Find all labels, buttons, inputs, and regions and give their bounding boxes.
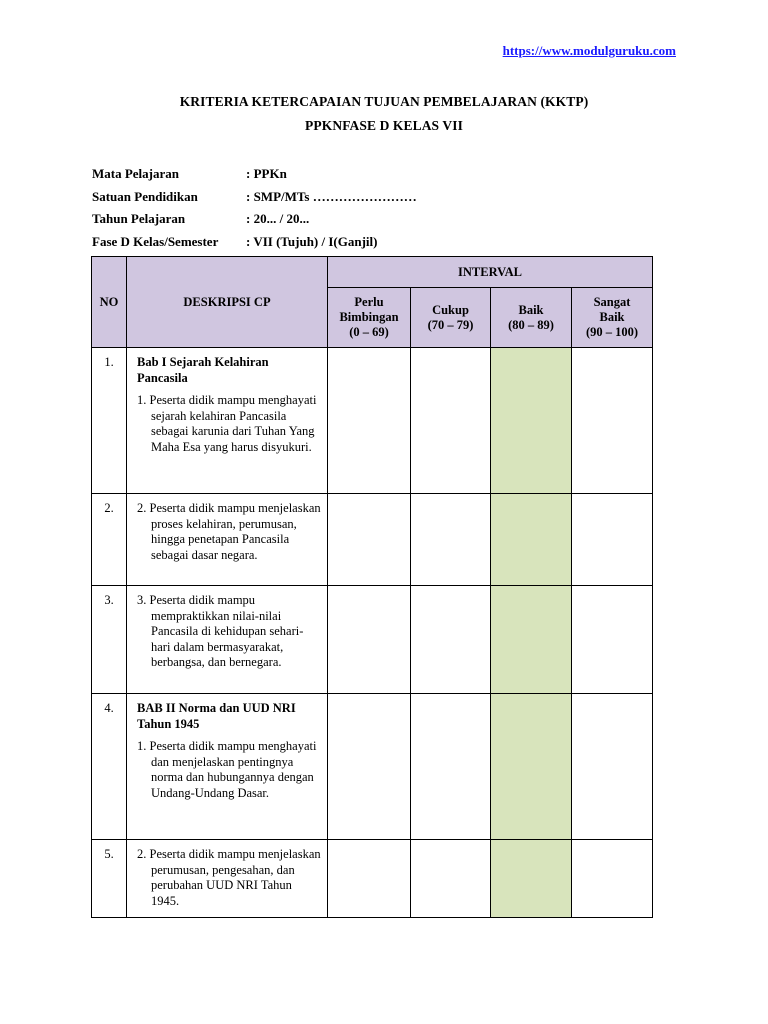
header-deskripsi: DESKRIPSI CP [127,257,328,348]
meta-label: Fase D Kelas/Semester [92,233,219,249]
kktp-table [91,256,653,918]
meta-row-tahun [92,211,417,234]
header-baik [491,288,572,348]
meta-row-satuan [92,189,417,212]
header-text: Sangat [593,295,631,309]
row-number: 5. [92,840,127,918]
table-row [92,840,653,918]
cell-baik[interactable] [491,494,572,586]
cell-cukup[interactable] [411,694,491,840]
row-description [127,694,328,840]
cp-item: 2. Peserta didik mampu menjelaskan perumusan, pengesahan, dan perubahan UUD NRI Tahun 1945. [137,847,321,908]
row-description [127,494,328,586]
cell-baik[interactable] [491,694,572,840]
cell-baik[interactable] [491,586,572,694]
cell-perlu-bimbingan[interactable] [328,840,411,918]
header-range: (80 – 89) [508,317,554,332]
document-title: KRITERIA KETERCAPAIAN TUJUAN PEMBELAJARAN (KKTP) [179,94,589,109]
row-description [127,348,328,494]
table-row [92,348,653,494]
meta-value: : VII (Tujuh) / I(Ganjil) [246,233,378,249]
cell-sangat-baik[interactable] [572,586,653,694]
header-sangat-baik [572,288,653,348]
row-number: 1. [92,348,127,494]
cell-sangat-baik[interactable] [572,694,653,840]
cell-baik[interactable] [491,840,572,918]
header-cukup [411,288,491,348]
cp-item: 1. Peserta didik mampu menghayati dan menjelaskan pentingnya norma dan hubungannya dengan Undang-Undang Dasar. [137,739,317,800]
cell-perlu-bimbingan[interactable] [328,586,411,694]
meta-value: : 20... / 20... [246,211,310,226]
header-interval: INTERVAL [328,257,653,288]
cell-perlu-bimbingan[interactable] [328,494,411,586]
header-range: (90 – 100) [585,325,639,339]
row-description [127,586,328,694]
website-link[interactable]: https://www.modulguruku.com [502,43,676,58]
document-subtitle: PPKNFASE D KELAS VII [305,118,463,133]
meta-row-mapel [92,166,417,189]
meta-value: : PPKn [246,166,287,181]
cp-item: 2. Peserta didik mampu menjelaskan proses kelahiran, perumusan, hingga penetapan Pancasila sebagai dasar negara. [137,501,321,562]
header-perlu-bimbingan [328,288,411,348]
header-range: (70 – 79) [427,317,474,332]
table-row [92,694,653,840]
chapter-title: BAB II Norma dan UUD NRI Tahun 1945 [137,701,296,731]
table-row [92,494,653,586]
cell-cukup[interactable] [411,586,491,694]
meta-label: Satuan Pendidikan [92,188,198,204]
table-row [92,586,653,694]
cell-perlu-bimbingan[interactable] [328,694,411,840]
cell-cukup[interactable] [411,494,491,586]
cell-sangat-baik[interactable] [572,840,653,918]
row-description [127,840,328,918]
header-no: NO [92,257,127,348]
cell-cukup[interactable] [411,348,491,494]
row-number: 2. [92,494,127,586]
meta-label: Mata Pelajaran [92,166,180,181]
cp-item: 1. Peserta didik mampu menghayati sejarah kelahiran Pancasila sebagai karunia dari Tuhan Yang Maha Esa yang harus disyukuri. [137,393,317,454]
header-text: Baik [599,310,625,324]
row-number: 4. [92,694,127,840]
meta-value: : SMP/MTs …………………… [246,188,417,204]
cell-perlu-bimbingan[interactable] [328,348,411,494]
cp-item: 3. Peserta didik mampu mempraktikkan nilai-nilai Pancasila di kehidupan sehari-hari dalam bermasyarakat, berbangsa, dan bernegara. [137,593,304,669]
cell-baik[interactable] [491,348,572,494]
header-text: Baik [518,302,544,317]
meta-label: Tahun Pelajaran [92,211,186,226]
identity-block [92,166,417,256]
header-range: (0 – 69) [349,325,389,339]
row-number: 3. [92,586,127,694]
cell-sangat-baik[interactable] [572,494,653,586]
meta-row-fase [92,234,417,257]
header-text: Bimbingan [339,310,399,324]
cell-cukup[interactable] [411,840,491,918]
chapter-title: Bab I Sejarah Kelahiran Pancasila [137,355,269,385]
header-text: Perlu [354,295,384,309]
cell-sangat-baik[interactable] [572,348,653,494]
header-text: Cukup [432,302,469,317]
